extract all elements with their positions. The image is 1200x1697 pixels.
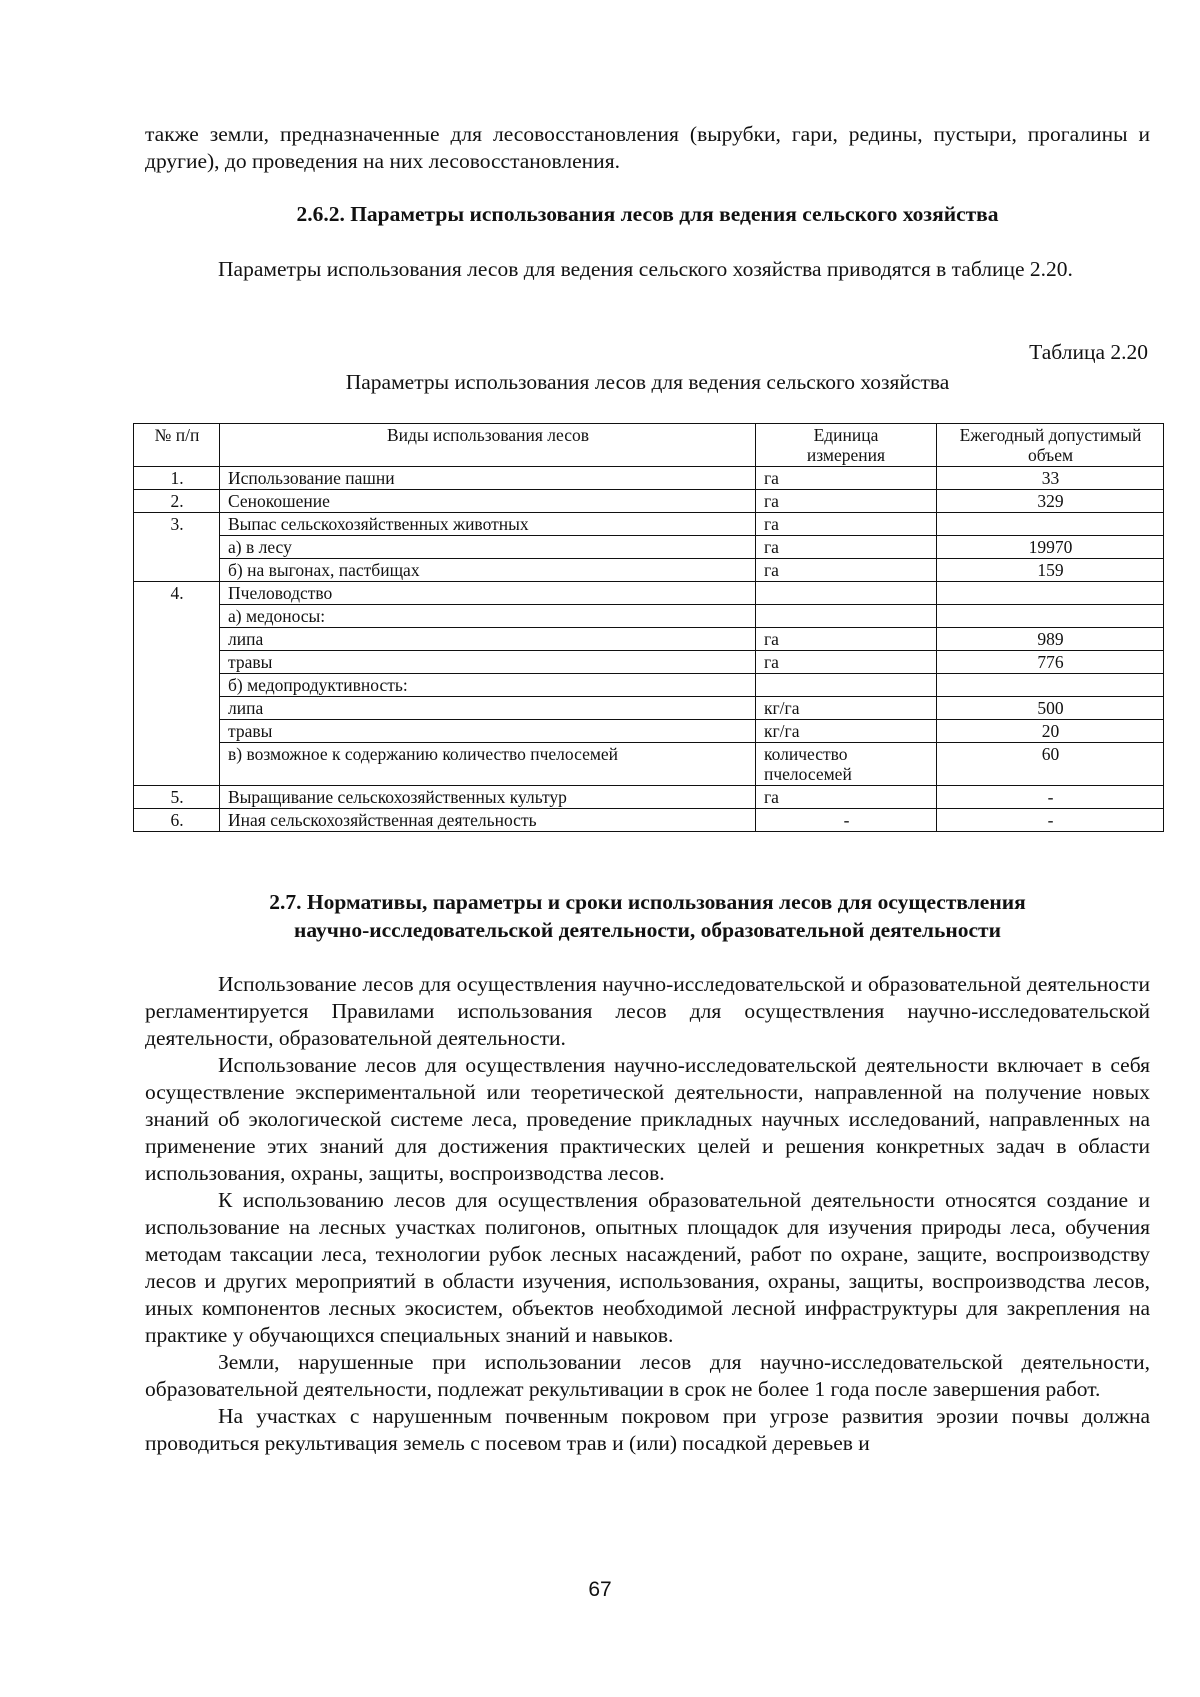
table-row [134,467,1164,490]
paragraph: Использование лесов для осуществления научно-исследовательской деятельности включает в себя осуществление экспериментальной или теоретической деятельности, направленной на получение новых знаний об экологической системе леса, проведение прикладных научных исследований, направленных на применение этих знаний для достижения практических целей и решения конкретных задач в области использования, охраны, защиты, воспроизводства лесов. [145,1053,1150,1185]
paragraph: Земли, нарушенные при использовании лесов для научно-исследовательской деятельности, образовательной деятельности, подлежат рекультивации в срок не более 1 года после завершения работ. [145,1350,1150,1401]
row-kind: липа [220,697,756,720]
row-num [134,674,220,697]
row-unit [756,674,937,697]
row-unit: га [756,536,937,559]
row-unit: га [756,513,937,536]
table-row [134,697,1164,720]
row-num: 3. [134,513,220,536]
header-cell-num: № п/п [134,424,220,467]
row-unit [756,582,937,605]
row-volume: 159 [937,559,1164,582]
row-num [134,697,220,720]
table-row [134,720,1164,743]
row-volume: 989 [937,628,1164,651]
table-number-label: Таблица 2.20 [1029,340,1148,364]
row-unit: га [756,559,937,582]
row-num: 1. [134,467,220,490]
row-volume: 329 [937,490,1164,513]
heading-line: научно-исследовательской деятельности, образовательной деятельности [294,918,1001,942]
section-heading-2-7 [145,888,1150,944]
row-kind: Пчеловодство [220,582,756,605]
table-row [134,674,1164,697]
row-unit: га [756,490,937,513]
row-volume: 60 [937,743,1164,786]
table-row [134,628,1164,651]
row-num: 2. [134,490,220,513]
heading-line: 2.7. Нормативы, параметры и сроки использования лесов для осуществления [269,890,1026,914]
paragraph: К использованию лесов для осуществления образовательной деятельности относятся создание и использование на лесных участках полигонов, опытных площадок для изучения природы леса, обучения методам таксации леса, технологии рубок лесных насаждений, работ по охране, защите, воспроизводству лесов и других мероприятий в области изучения, использования, охраны, защиты, воспроизводства лесов, иных компонентов лесных экосистем, объектов необходимой лесной инфраструктуры для закрепления на практике у обучающихся специальных знаний и навыков. [145,1188,1150,1347]
table-row [134,536,1164,559]
row-kind: травы [220,651,756,674]
continued-paragraph [145,121,1150,175]
row-volume [937,674,1164,697]
row-num [134,605,220,628]
row-num: 6. [134,809,220,832]
section-heading-2-6-2: 2.6.2. Параметры использования лесов для ведения сельского хозяйства [296,202,999,226]
row-unit: количество пчелосемей [756,743,937,786]
row-num [134,628,220,651]
paragraph: также земли, предназначенные для лесовосстановления (вырубки, гари, редины, пустыри, прогалины и другие), до проведения на них лесовосстановления. [145,122,1150,173]
row-unit: га [756,786,937,809]
row-kind: а) медоносы: [220,605,756,628]
row-volume: 776 [937,651,1164,674]
row-kind: липа [220,628,756,651]
row-volume: - [937,786,1164,809]
row-kind: Использование пашни [220,467,756,490]
row-unit: га [756,628,937,651]
row-unit: кг/га [756,697,937,720]
row-unit: га [756,467,937,490]
table-row [134,513,1164,536]
row-volume: 20 [937,720,1164,743]
row-num [134,651,220,674]
row-kind: травы [220,720,756,743]
table-caption: Параметры использования лесов для ведения сельского хозяйства [345,370,950,394]
table-row [134,490,1164,513]
row-num: 5. [134,786,220,809]
paragraph: Использование лесов для осуществления научно-исследовательской и образовательной деятельности регламентируется Правилами использования лесов для осуществления научно-исследовательской деятельности, образовательной деятельности. [145,972,1150,1050]
row-volume: - [937,809,1164,832]
header-cell-unit: Единица измерения [756,424,937,467]
section-intro [145,256,1150,283]
row-unit: га [756,651,937,674]
row-volume: 33 [937,467,1164,490]
row-num [134,720,220,743]
row-num [134,536,220,559]
table-row [134,786,1164,809]
row-volume [937,582,1164,605]
row-volume [937,605,1164,628]
table-row [134,743,1164,786]
parameters-table [133,423,1164,832]
row-kind: б) на выгонах, пастбищах [220,559,756,582]
paragraph: Параметры использования лесов для ведения сельского хозяйства приводятся в таблице 2.20. [218,257,1073,281]
paragraph: На участках с нарушенным почвенным покровом при угрозе развития эрозии почвы должна проводиться рекультивация земель с посевом трав и (или) посадкой деревьев и [145,1404,1150,1455]
row-kind: Выпас сельскохозяйственных животных [220,513,756,536]
row-unit [756,605,937,628]
row-kind: а) в лесу [220,536,756,559]
row-unit: кг/га [756,720,937,743]
table-header-row [134,424,1164,467]
table-row [134,605,1164,628]
page-number: 67 [588,1578,612,1601]
row-volume: 500 [937,697,1164,720]
header-cell-volume: Ежегодный допустимый объем [937,424,1164,467]
header-cell-kind: Виды использования лесов [220,424,756,467]
row-kind: Иная сельскохозяйственная деятельность [220,809,756,832]
table-row [134,582,1164,605]
table-row [134,559,1164,582]
row-kind: Выращивание сельскохозяйственных культур [220,786,756,809]
section-body [145,971,1150,1457]
row-num [134,743,220,786]
row-num [134,559,220,582]
row-unit: - [756,809,937,832]
row-kind: в) возможное к содержанию количество пчелосемей [220,743,756,786]
row-num: 4. [134,582,220,605]
row-kind: б) медопродуктивность: [220,674,756,697]
table-row [134,809,1164,832]
row-volume: 19970 [937,536,1164,559]
row-kind: Сенокошение [220,490,756,513]
table-row [134,651,1164,674]
row-volume [937,513,1164,536]
